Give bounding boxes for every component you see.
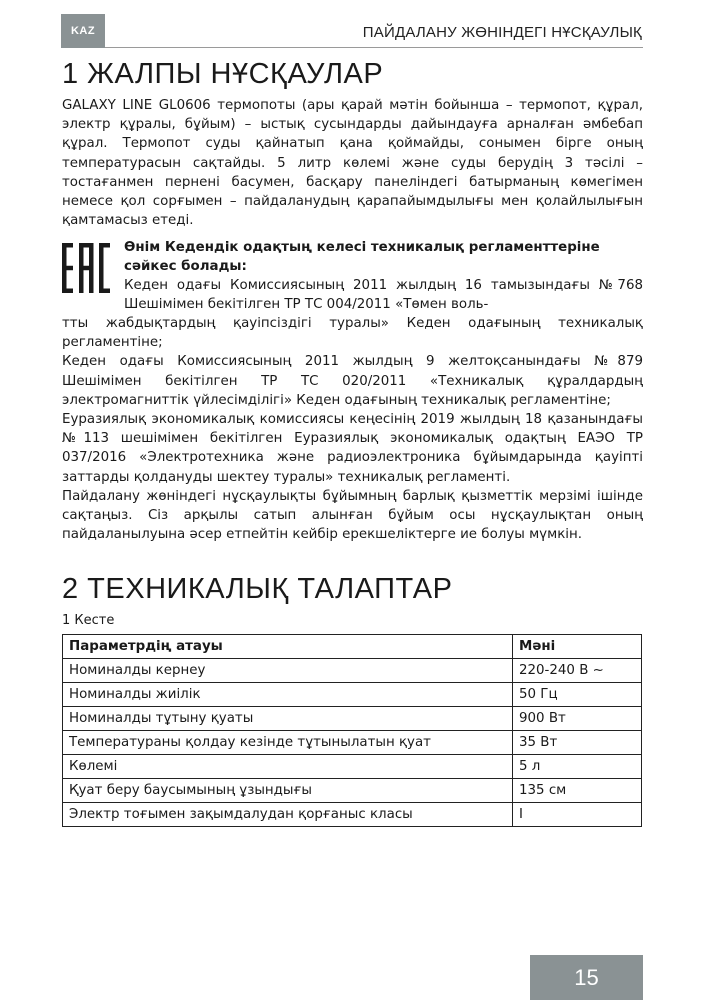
param-value: 5 л [513, 755, 642, 779]
param-name: Қуат беру баусымының ұзындығы [63, 779, 513, 803]
param-value: 220-240 В ~ [513, 659, 642, 683]
param-value: 35 Вт [513, 731, 642, 755]
regulation-text-start: Кеден одағы Комиссиясының 2011 жылдың 16 тамызындағы №768 Шешімімен бекітілген ТР ТС 004/2011 «Төмен воль- [124, 278, 643, 313]
param-name: Электр тоғымен зақымдалудан қорғаныс класы [63, 803, 513, 827]
section-heading-general: 1 ЖАЛПЫ НҰСҚАУЛАР [62, 58, 384, 90]
table-row [63, 707, 642, 731]
param-name: Номиналды жиілік [63, 683, 513, 707]
table-row [63, 731, 642, 755]
table-row [63, 683, 642, 707]
document-title: ПАЙДАЛАНУ ЖӨНІНДЕГІ НҰСҚАУЛЫҚ [362, 24, 642, 41]
param-name: Номиналды кернеу [63, 659, 513, 683]
table-row [63, 659, 642, 683]
table-row [63, 755, 642, 779]
regulation-text: тты жабдықтардың қауіпсіздігі туралы» Кеден одағының техникалық регламентіне; Кеден одағы Комиссиясының 2011 жылдың 9 желтоқсанындағы №879 Шешімімен бекітілген ТР ТС 020/2011 «Техникалық құралдардың электромагниттік үйлесімділігі» Кеден одағының техникалық регламентіне; Еуразиялық экономикалық комиссиясы кеңесінің 2019 жылдың 18 қазанындағы №113 шешімімен бекітілген Еуразиялық экономикалық одақтың ЕАЭО ТР 037/2016 «Электротехника және радиоэлектроника бұйымдарында қауіпті заттарды қолдануды шектеу туралы» техникалық регламенті. Пайдалану жөніндегі нұсқаулықты бұйымның барлық қызметтік мерзімі ішінде сақтаңыз. Сіз арқылы сатып алынған бұйым осы нұсқаулықтан оның пайдаланылуына әсер етпейтін кейбір ерекшеліктерге ие болуы мүмкін. [62, 316, 643, 543]
param-name: Номиналды тұтыну қуаты [63, 707, 513, 731]
column-header-value: Мәні [513, 635, 642, 659]
param-name: Көлемі [63, 755, 513, 779]
param-value: 135 см [513, 779, 642, 803]
section-heading-technical: 2 ТЕХНИКАЛЫҚ ТАЛАПТАР [62, 573, 453, 605]
param-name: Температураны қолдау кезінде тұтынылатын қуат [63, 731, 513, 755]
table-row [63, 779, 642, 803]
header-divider [105, 47, 643, 48]
param-value: 50 Гц [513, 683, 642, 707]
spec-table [62, 634, 642, 827]
intro-paragraph: GALAXY LINE GL0606 термопоты (ары қарай мәтін бойынша – термопот, құрал, электр құралы, бұйым) – ыстық сусындарды дайындауға арналған әмбебап құрал. Термопот суды қайнатып қана қоймайды, сонымен бірге оның температурасын сақтайды. 5 литр көлемі және суды берудің 3 тәсілі – тостағанмен пернені басумен, басқару панеліндегі батырманың көмегімен немесе қол сорғымен – пайдаланудың қарапайымдылығы мен қолайлылығын қамтамасыз етеді. [62, 98, 643, 229]
table-caption: 1 Кесте [62, 613, 115, 628]
eac-logo [62, 243, 110, 293]
column-header-parameter: Параметрдің атауы [63, 635, 513, 659]
table-row [63, 803, 642, 827]
param-value: 900 Вт [513, 707, 642, 731]
page-number: 15 [530, 955, 643, 1000]
compliance-title: Өнім Кедендік одақтың келесі техникалық регламенттеріне сәйкес болады: [124, 240, 600, 275]
language-tab: KAZ [61, 14, 105, 48]
table-header-row [63, 635, 642, 659]
param-value: I [513, 803, 642, 827]
